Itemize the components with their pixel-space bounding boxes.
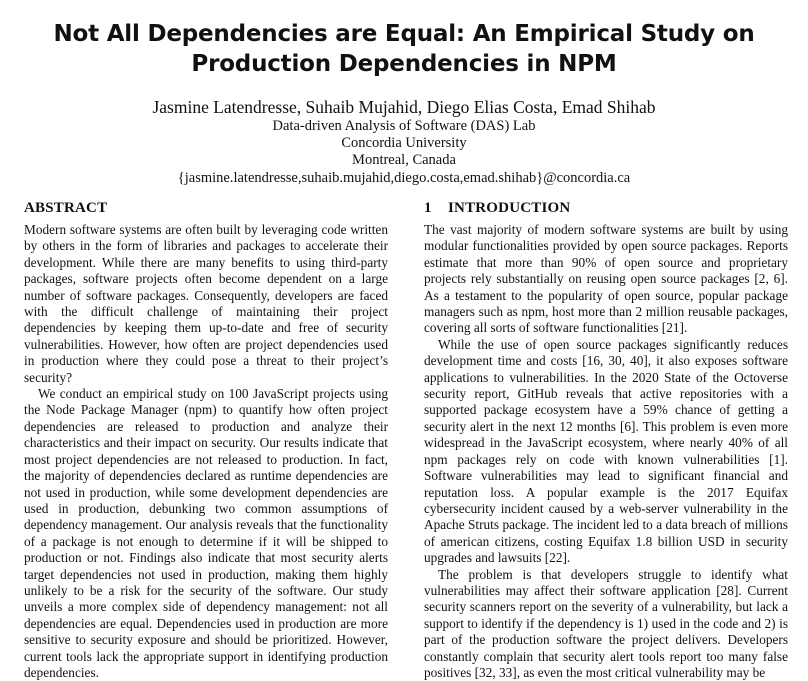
introduction-heading [424, 199, 788, 217]
abstract-paragraph-2: We conduct an empirical study on 100 JavaScript projects using the Node Package Manager (npm) to quantify how often project dependencies are released to production and analyze their characteristics and their impact on security. Our results indicate that most project dependencies are not released to production. In fact, the majority of dependencies declared as runtime dependencies are not used in production, while some development dependencies are used in production, debunking two common assumptions of dependency management. Our analysis reveals that the functionality of a package is not enough to determine if it will be shipped to production or not. Findings also indicate that most security alerts target dependencies not used in production, making them highly unlikely to be a risk for the security of the software. Our study unveils a more complex side of dependency management: not all dependencies are equal. Dependencies used in production are more sensitive to security exposure and should be prioritized. However, current tools lack the appropriate support in identifying production dependencies. [24, 386, 388, 680]
introduction-column [424, 199, 788, 681]
section-title: INTRODUCTION [448, 200, 571, 216]
abstract-paragraph-1: Modern software systems are often built by leveraging code written by others in the form of libraries and packages to accelerate their development. While there are many benefits to using third-party packages, software projects often become dependent on a large number of software packages. Consequently, developers are faced with the difficult challenge of maintaining their project dependencies by keeping them up-to-date and free of security vulnerabilities. However, how often are project dependencies used in production where they could pose a threat to their project’s security? [24, 222, 388, 385]
affiliation-university: Concordia University [341, 135, 467, 151]
author-list: Jasmine Latendresse, Suhaib Mujahid, Diego Elias Costa, Emad Shihab [152, 97, 656, 117]
title-line-2: Production Dependencies in NPM [191, 51, 617, 77]
affiliation-lab: Data-driven Analysis of Software (DAS) Lab [272, 118, 536, 134]
intro-paragraph-1: The vast majority of modern software systems are built by using modular functionalities provided by open source packages. Reports estimate that more than 90% of open source and proprietary projects rely substantially on reusing open source packages [2, 6]. As a testament to the popularity of open source, popular package managers such as npm, host more than 2 million reusable packages, covering all sorts of software functionalities [21]. [424, 222, 788, 336]
section-number: 1 [424, 200, 432, 216]
abstract-column [24, 199, 388, 681]
affiliation-location: Montreal, Canada [352, 152, 456, 168]
abstract-heading: ABSTRACT [24, 200, 108, 216]
author-emails: {jasmine.latendresse,suhaib.mujahid,diego.costa,emad.shihab}@concordia.ca [177, 170, 631, 186]
title-line-1: Not All Dependencies are Equal: An Empirical Study on [53, 21, 755, 47]
paper-title [0, 19, 808, 79]
intro-paragraph-2: While the use of open source packages significantly reduces development time and costs [16, 30, 40], it also exposes software applications to vulnerabilities. In the 2020 State of the Octoverse security report, GitHub reveals that active repositories with a supported package ecosystem have a 59% chance of getting a security alert in the next 12 months [6]. This problem is even more widespread in the JavaScript ecosystem, where nearly 40% of all npm packages rely on code with known vulnerabilities [1]. Software vulnerabilities may lead to significant financial and reputation loss. A popular example is the 2017 Equifax cybersecurity incident caused by a web-server vulnerability in the Apache Struts package. The incident led to a data breach of millions of american citizens, costing Equifax 1.8 billion USD in security upgrades and lawsuits [22]. [424, 336, 788, 566]
intro-paragraph-3: The problem is that developers struggle to identify what vulnerabilities may affect their software application [28]. Current security scanners report on the severity of a vulnerability, but lack a support to identify if the dependency is 1) used in the code and 2) is part of the production software the project delivers. Developers constantly complain that security alert tools report too many false positives [32, 33], as even the most critical vulnerability may be [424, 566, 788, 680]
